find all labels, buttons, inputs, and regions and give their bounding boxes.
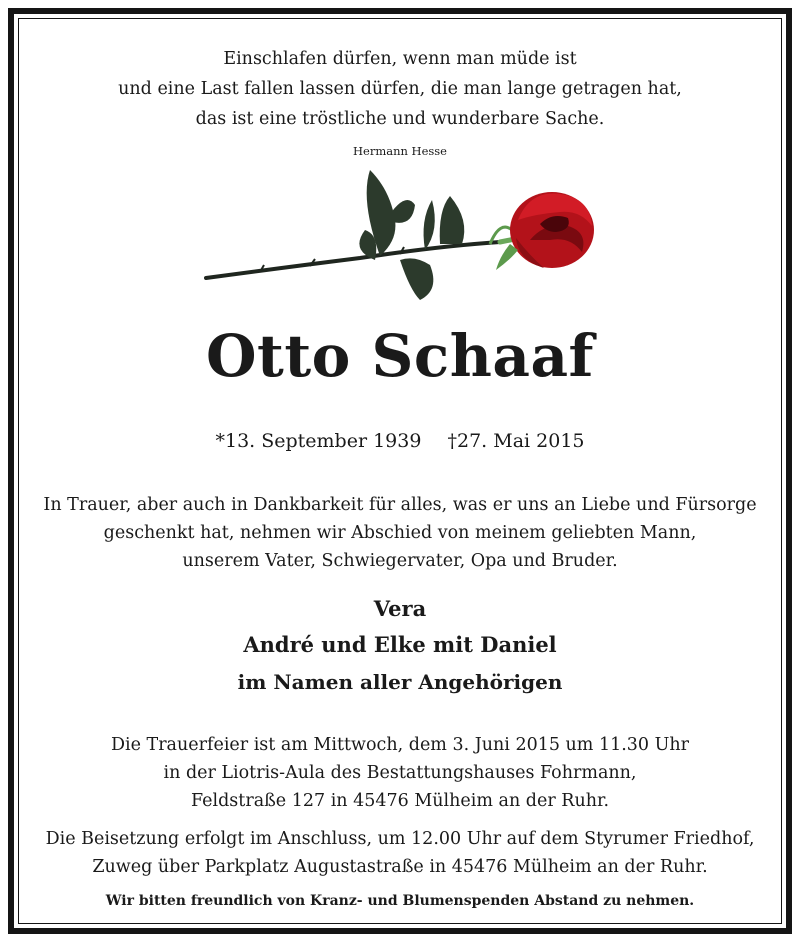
- poem-line-2: und eine Last fallen lassen dürfen, die man lange getragen hat,: [118, 79, 682, 99]
- burial-line-2: Zuweg über Parkplatz Augustastraße in 45476 Mülheim an der Ruhr.: [92, 857, 708, 877]
- ceremony-line-1: Die Trauerfeier ist am Mittwoch, dem 3. Juni 2015 um 11.30 Uhr: [110, 735, 690, 755]
- signatory-1: Vera: [373, 596, 427, 621]
- message-line-1: In Trauer, aber auch in Dankbarkeit für alles, was er uns an Liebe und Fürsorge: [43, 495, 757, 515]
- message-line-2: geschenkt hat, nehmen wir Abschied von meinem geliebten Mann,: [103, 523, 697, 543]
- flower-note: Wir bitten freundlich von Kranz- und Blumenspenden Abstand zu nehmen.: [105, 893, 695, 909]
- ceremony-line-3: Feldstraße 127 in 45476 Mülheim an der Ruhr.: [190, 791, 610, 811]
- life-dates: [0, 430, 800, 452]
- birth-date: *13. September 1939: [215, 430, 422, 452]
- ceremony-line-2: in der Liotris-Aula des Bestattungshauses Fohrmann,: [163, 763, 637, 783]
- message-line-3: unserem Vater, Schwiegervater, Opa und Bruder.: [182, 551, 618, 571]
- signatory-2: André und Elke mit Daniel: [243, 632, 557, 657]
- poem-line-1: Einschlafen dürfen, wenn man müde ist: [223, 49, 577, 69]
- rose-illustration: [200, 160, 600, 320]
- deceased-name: Otto Schaaf: [206, 322, 594, 390]
- signatory-3: im Namen aller Angehörigen: [237, 670, 563, 694]
- poem-author: Hermann Hesse: [352, 144, 447, 158]
- poem-line-3: das ist eine tröstliche und wunderbare Sache.: [195, 109, 605, 129]
- burial-line-1: Die Beisetzung erfolgt im Anschluss, um 12.00 Uhr auf dem Styrumer Friedhof,: [45, 829, 755, 849]
- death-date: †27. Mai 2015: [447, 430, 585, 452]
